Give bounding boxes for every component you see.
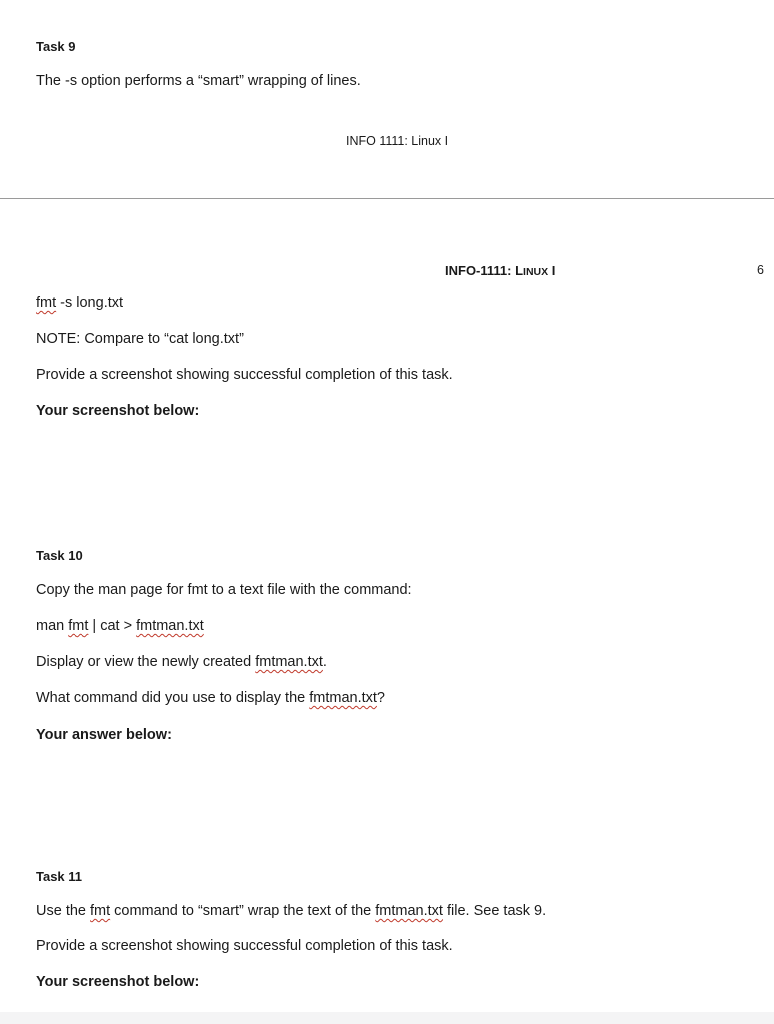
screenshot-prompt-1: Your screenshot below: — [36, 403, 200, 419]
page-footer: INFO 1111: Linux I — [346, 134, 449, 148]
page-bottom-band — [0, 1012, 774, 1024]
task9-command: fmt -s long.txt — [36, 295, 124, 311]
task9-heading: Task 9 — [36, 39, 76, 54]
provide-screenshot-1: Provide a screenshot showing successful completion of this task. — [36, 367, 453, 383]
task10-question: What command did you use to display the fmtman.txt? — [36, 690, 385, 706]
note-text: NOTE: Compare to “cat long.txt” — [36, 331, 244, 347]
task10-heading: Task 10 — [36, 548, 83, 563]
provide-screenshot-2: Provide a screenshot showing successful completion of this task. — [36, 938, 453, 954]
task10-command: man fmt | cat > fmtman.txt — [36, 618, 204, 634]
page-divider — [0, 198, 774, 199]
task11-description: Use the fmt command to “smart” wrap the text of the fmtman.txt file. See task 9. — [36, 903, 547, 919]
task10-description: Copy the man page for fmt to a text file with the command: — [36, 582, 412, 598]
answer-prompt: Your answer below: — [36, 727, 172, 743]
task11-heading: Task 11 — [36, 869, 83, 884]
display-instruction: Display or view the newly created fmtman.txt. — [36, 654, 327, 670]
page-number: 6 — [757, 263, 764, 277]
task9-description: The -s option performs a “smart” wrapping of lines. — [36, 73, 361, 89]
page-header: INFO-1111: LINUX I — [445, 263, 556, 278]
screenshot-prompt-2: Your screenshot below: — [36, 974, 200, 990]
